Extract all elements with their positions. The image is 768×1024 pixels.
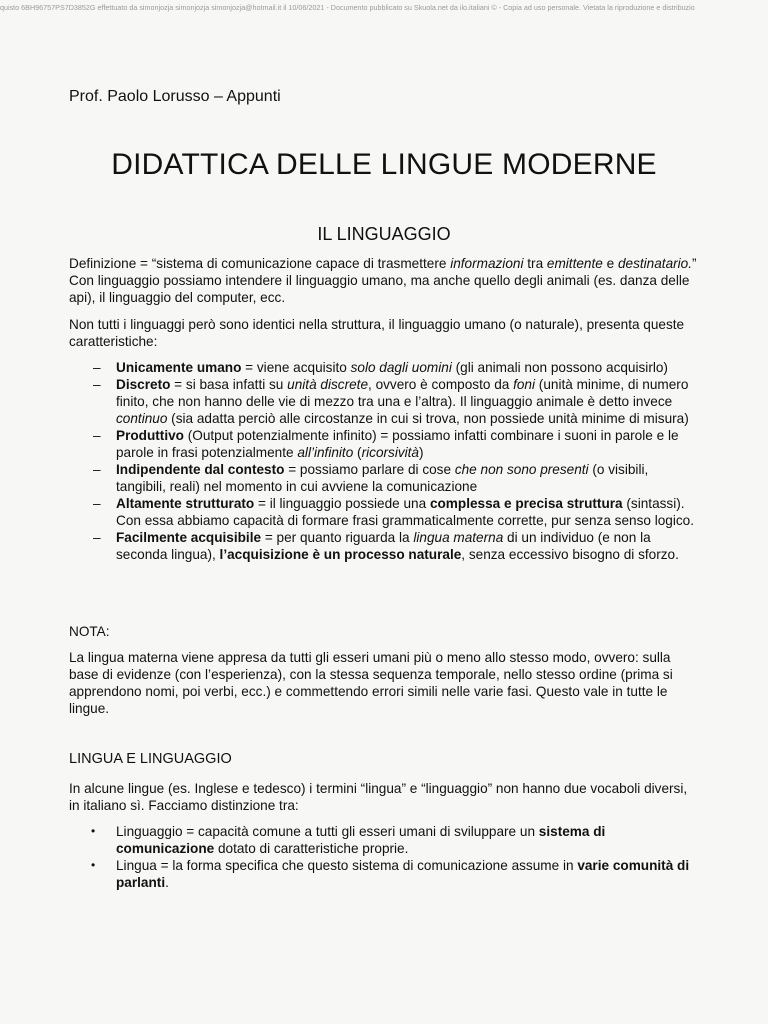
section2-intro: In alcune lingue (es. Inglese e tedesco) i termini “lingua” e “linguaggio” non hanno due vocaboli diversi, in italiano sì. Facciamo distinzione tra: — [69, 781, 688, 813]
list-item: – Altamente strutturato = il linguaggio possiede una complessa e precisa struttura (sintassi). Con essa abbiamo capacità di formare frasi grammaticalmente corrette, pur senza senso logico. — [93, 496, 695, 528]
list-item: – Unicamente umano = viene acquisito solo dagli uomini (gli animali non possono acquisirlo) — [93, 360, 668, 375]
list-item: – Facilmente acquisibile = per quanto riguarda la lingua materna di un individuo (e non la seconda lingua), l’acquisizione è un processo naturale, senza eccessivo bisogno di sforzo. — [93, 530, 679, 562]
distinction-list — [69, 823, 701, 891]
nota-paragraph: La lingua materna viene appresa da tutti gli esseri umani più o meno allo stesso modo, ovvero: sulla base di evidenze (con l’esperienza), con la stessa sequenza temporale, nello stesso ordine (prima si apprendono nomi, poi verbi, ecc.) e commettendo errori simili nelle varie fasi. Questo vale in tutte le lingue. — [69, 650, 673, 716]
nota-label: NOTA: — [69, 624, 110, 639]
list-item: – Produttivo (Output potenzialmente infinito) = possiamo infatti combinare i suoni in parole e le parole in frasi potenzialmente all’infinito (ricorsività) — [93, 428, 679, 460]
list-item: • Lingua = la forma specifica che questo sistema di comunicazione assume in varie comunità di parlanti. — [91, 858, 690, 890]
author-line: Prof. Paolo Lorusso – Appunti — [69, 88, 281, 105]
section-title-linguaggio: IL LINGUAGGIO — [317, 224, 451, 244]
list-item: – Discreto = si basa infatti su unità discrete, ovvero è composto da foni (unità minime, di numero finito, che non hanno delle vie di mezzo tra una e l’altra). Il linguaggio animale è detto invece continuo (sia adatta perciò alle circostanze in cui si trova, non possiede unità minime di misura) — [93, 377, 689, 426]
list-item: – Indipendente dal contesto = possiamo parlare di cose che non sono presenti (o visibili, tangibili, reali) nel momento in cui avviene la comunicazione — [93, 462, 649, 494]
list-item: • Linguaggio = capacità comune a tutti gli esseri umani di sviluppare un sistema di comunicazione dotato di caratteristiche proprie. — [91, 824, 606, 856]
watermark: quisto 6BH96757PS7D3852G effettuato da simonjozja simonjozja simonjozja@hotmail.it il 10/06/2021 - Documento pubblicato su Skuola.net da ilo.italiani © - Copia ad uso personale. Vietata la riproduzione e distribuzio — [0, 3, 695, 12]
page-title: DIDATTICA DELLE LINGUE MODERNE — [111, 148, 657, 181]
characteristics-list — [69, 359, 701, 563]
definition-paragraph: Definizione = “sistema di comunicazione capace di trasmettere informazioni tra emittente e destinatario.” Con linguaggio possiamo intendere il linguaggio umano, ma anche quello degli animali (es. danza delle api), il linguaggio del computer, ecc. — [69, 256, 697, 305]
intro-paragraph: Non tutti i linguaggi però sono identici nella struttura, il linguaggio umano (o naturale), presenta queste caratteristiche: — [69, 317, 685, 349]
section-title-lingua-e-linguaggio: LINGUA E LINGUAGGIO — [69, 751, 232, 767]
